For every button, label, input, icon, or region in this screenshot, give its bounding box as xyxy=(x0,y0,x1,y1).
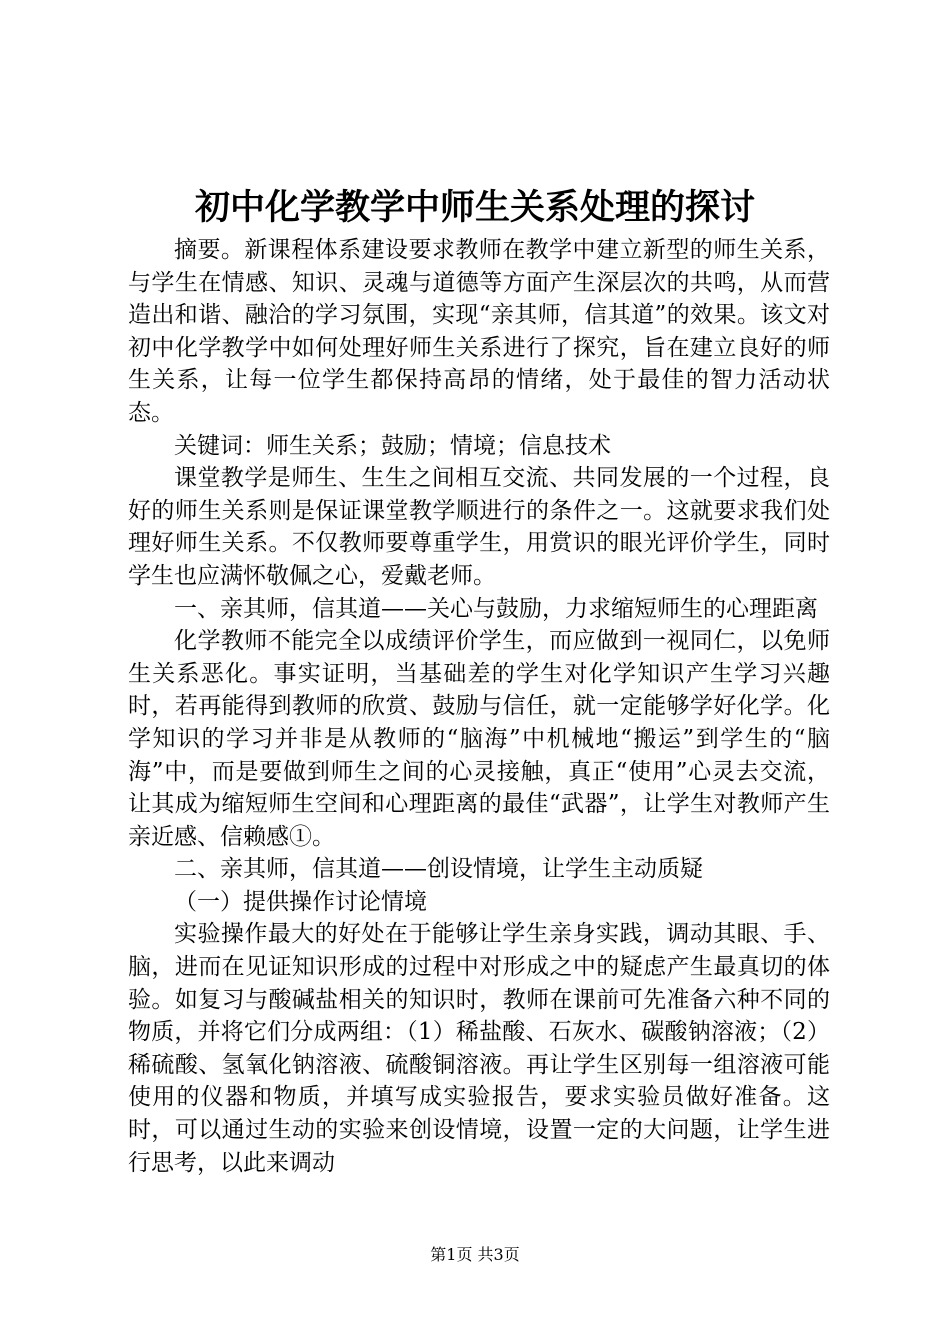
abstract-paragraph: 摘要。新课程体系建设要求教师在教学中建立新型的师生关系，与学生在情感、知识、灵魂与道德等方面产生深层次的共鸣，从而营造出和谐、融洽的学习氛围，实现“亲其师，信其道”的效果。该文对初中化学教学中如何处理好师生关系进行了探究，旨在建立良好的师生关系，让每一位学生都保持高昂的情绪，处于最佳的智力活动状态。 xyxy=(128,237,830,426)
keywords-paragraph: 关键词：师生关系；鼓励；情境；信息技术 xyxy=(174,432,611,459)
section-heading-2: 二、亲其师，信其道——创设情境，让学生主动质疑 xyxy=(174,856,703,883)
document-body xyxy=(128,234,830,1179)
subsection-heading-2-1: （一）提供操作讨论情境 xyxy=(174,888,427,915)
section-heading-1: 一、亲其师，信其道——关心与鼓励，力求缩短师生的心理距离 xyxy=(174,595,818,622)
section-1-paragraph: 化学教师不能完全以成绩评价学生，而应做到一视同仁，以免师生关系恶化。事实证明，当基础差的学生对化学知识产生学习兴趣时，若再能得到教师的欣赏、鼓励与信任，就一定能够学好化学。化学知识的学习并非是从教师的“脑海”中机械地“搬运”到学生的“脑海”中，而是要做到师生之间的心灵接触，真正“使用”心灵去交流，让其成为缩短师生空间和心理距离的最佳“武器”，让学生对教师产生亲近感、信赖感①。 xyxy=(128,628,830,850)
page-footer: 第1页 共3页 xyxy=(430,1245,520,1264)
document-title: 初中化学教学中师生关系处理的探讨 xyxy=(194,187,755,228)
intro-paragraph: 课堂教学是师生、生生之间相互交流、共同发展的一个过程，良好的师生关系则是保证课堂教学顺进行的条件之一。这就要求我们处理好师生关系。不仅教师要尊重学生，用赏识的眼光评价学生，同时学生也应满怀敬佩之心，爱戴老师。 xyxy=(128,465,830,589)
subsection-2-1-paragraph: 实验操作最大的好处在于能够让学生亲身实践，调动其眼、手、脑，进而在见证知识形成的过程中对形成之中的疑虑产生最真切的体验。如复习与酸碱盐相关的知识时，教师在课前可先准备六种不同的物质，并将它们分成两组：（1）稀盐酸、石灰水、碳酸钠溶液；（2）稀硫酸、氢氧化钠溶液、硫酸铜溶液。再让学生区别每一组溶液可能使用的仪器和物质，并填写成实验报告，要求实验员做好准备。这时，可以通过生动的实验来创设情境，设置一定的大问题，让学生进行思考，以此来调动 xyxy=(128,921,830,1176)
